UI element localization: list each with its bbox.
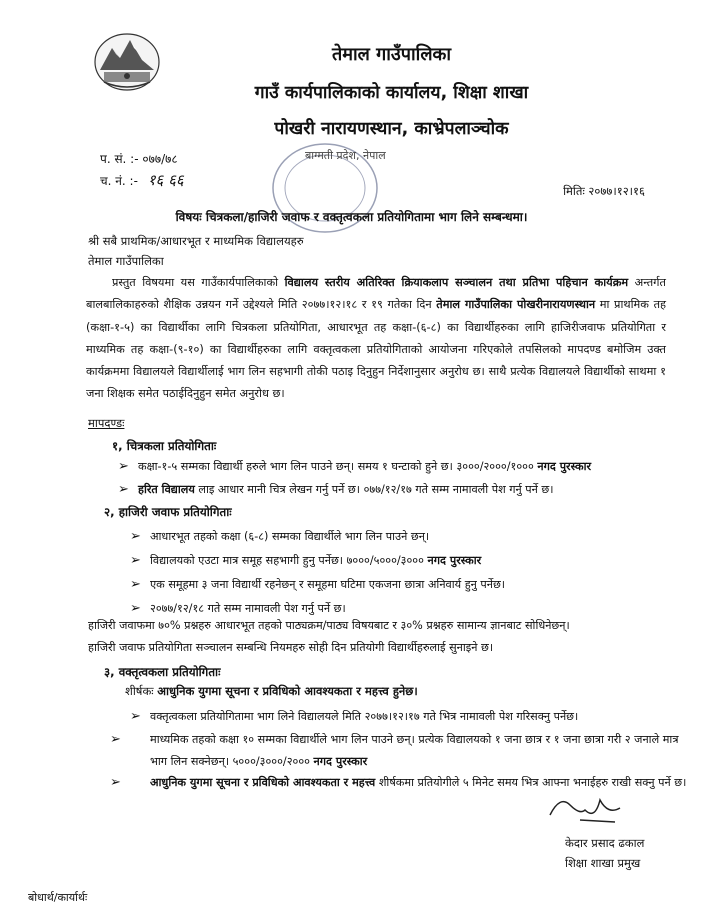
- section2-note1: हाजिरी जवाफमा ७०% प्रश्नहरु आधारभूत तहको पाठ्यक्रम/पाठ्य विषयबाट र ३०% प्रश्नहरु सामान्य ज्ञानबाट सोधिनेछन्।: [88, 619, 570, 632]
- arrow-icon: ➢: [130, 709, 141, 724]
- arrow-icon: ➢: [130, 529, 141, 544]
- patra-sankhya: प. सं. :- ०७७/७८: [100, 152, 178, 166]
- letter-date: मितिः २०७७।१२।१६: [563, 184, 645, 198]
- arrow-icon: ➢: [118, 459, 129, 474]
- body-paragraph: प्रस्तुत विषयमा यस गाउँकार्यपालिकाको विद्यालय स्तरीय अतिरिक्त क्रियाकलाप सञ्चालन तथा प्रतिभा पहिचान कार्यक्रम अन्तर्गत बालबालिकाहरुको शैक्षिक उन्नयन गर्ने उद्देश्यले मिति २०७७।१२।१८ र १९ गतेका दिन तेमाल गाउँपालिका पोखरीनारायणस्थान मा प्राथमिक तह (कक्षा-१-५) का विद्यार्थीका लागि चित्रकला प्रतियोगिता, आधारभूत तह कक्षा-(६-८) का विद्यार्थीहरुका लागि हाजिरीजवाफ प्रतियोगिता र माध्यमिक तह कक्षा-(९-१०) का विद्यार्थीहरुका लागि वक्तृत्वकला प्रतियोगिताको आयोजना गरिएकोले तपसिलको मापदण्ड बमोजिम उक्त कार्यक्रममा विद्यालयले विद्यार्थीलाई भाग लिन सहभागी तोकी पठाइ दिनुहुन निर्देशानुसार अनुरोध छ। साथै प्रत्येक विद्यालयले विद्यार्थीको साथमा १ जना शिक्षक समेत पठाईदिनुहुन समेत अनुरोध छ।: [86, 276, 667, 401]
- section2-title: २, हाजिरी जवाफ प्रतियोगिताः: [104, 505, 232, 519]
- arrow-icon: ➢: [130, 577, 141, 592]
- addressee-line2: तेमाल गाउँपालिका: [88, 254, 164, 268]
- letter-subject: विषयः चित्रकला/हाजिरी जवाफ र वक्तृत्वकला प्रतियोगितामा भाग लिने सम्बन्धमा।: [175, 210, 528, 224]
- arrow-icon: ➢: [130, 601, 141, 616]
- addressee-line1: श्री सबै प्राथमिक/आधारभूत र माध्यमिक विद्यालयहरु: [88, 234, 304, 248]
- section2-bullet1: ➢ आधारभूत तहको कक्षा (६-८) सम्मका विद्यार्थीले भाग लिन पाउने छन्।: [130, 526, 675, 548]
- section3-bullet3: ➢ आधुनिक युगमा सूचना र प्रविधिको आवश्यकता र महत्त्व शीर्षकमा प्रतियोगीले ५ मिनेट समय भित्र आफ्ना भनाईहरु राखी सक्नु पर्ने छ।: [130, 772, 695, 794]
- section2-bullet4: ➢ २०७७/१२/१८ गते सम्म नामावली पेश गर्नु पर्ने छ।: [130, 598, 675, 620]
- signature-mark: [540, 790, 640, 830]
- section1-bullet2: ➢ हरित विद्यालय लाइ आधार मानी चित्र लेखन गर्नु पर्ने छ। ०७७/१२/१७ गते सम्म नामावली पेश गर्नु पर्ने छ।: [118, 479, 678, 501]
- stamp-text: बाग्मती प्रदेश, नेपाल: [305, 149, 386, 162]
- signer-title: शिक्षा शाखा प्रमुख: [565, 856, 641, 870]
- office-address: पोखरी नारायणस्थान, काभ्रेपलाञ्चोक: [274, 119, 509, 139]
- section3-title: ३, वक्तृत्वकला प्रतियोगिताः: [104, 665, 221, 679]
- section2-bullet2: ➢ विद्यालयको एउटा मात्र समूह सहभागी हुनु पर्नेछ। ७०००/५०००/३००० नगद पुरस्कार: [130, 550, 675, 572]
- office-subtitle: गाउँ कार्यपालिकाको कार्यालय, शिक्षा शाखा: [254, 83, 529, 103]
- section3-topic: शीर्षकः आधुनिक युगमा सूचना र प्रविधिको आवश्यकता र महत्त्व हुनेछ।: [125, 684, 418, 698]
- section2-note2: हाजिरी जवाफ प्रतियोगिता सञ्चालन सम्बन्धि नियमहरु सोही दिन प्रतियोगी विद्यार्थीहरुलाई सुनाइने छ।: [88, 641, 494, 654]
- section1-title: १, चित्रकला प्रतियोगिताः: [112, 439, 217, 453]
- cc-label: बोधार्थ/कार्यार्थः: [28, 891, 88, 904]
- arrow-icon: ➢: [110, 775, 121, 790]
- section1-bullet1: ➢ कक्षा-१-५ सम्मका विद्यार्थी हरुले भाग लिन पाउने छन्। समय १ घन्टाको हुने छ। ३०००/२०००/१००० नगद पुरस्कार: [118, 456, 678, 478]
- chalani-label: च. नं. :-: [100, 174, 138, 188]
- arrow-icon: ➢: [118, 482, 129, 497]
- section2-bullet3: ➢ एक समूहमा ३ जना विद्यार्थी रहनेछन् र समूहमा घटिमा एकजना छात्रा अनिवार्य हुनु पर्नेछ।: [130, 574, 675, 596]
- section3-bullet2: ➢ माध्यमिक तहको कक्षा १० सम्मका विद्यार्थीले भाग लिन पाउने छन्। प्रत्येक विद्यालयको १ जना छात्र र १ जना छात्रा गरी २ जनाले मात्र भाग लिन सक्नेछन्। ५०००/३०००/२००० नगद पुरस्कार: [130, 729, 695, 773]
- chalani-number: [100, 170, 184, 190]
- chalani-value: १६ ६६: [147, 171, 184, 189]
- section3-bullet1: ➢ वक्तृत्वकला प्रतियोगितामा भाग लिने विद्यालयले मिति २०७७।१२।१७ गते भित्र नामावली पेश गरिसक्नु पर्नेछ।: [130, 706, 675, 728]
- criteria-label: मापदण्डः: [88, 416, 125, 430]
- office-name: तेमाल गाउँपालिका: [331, 44, 452, 65]
- signer-name: केदार प्रसाद ढकाल: [565, 836, 645, 850]
- arrow-icon: ➢: [130, 553, 141, 568]
- arrow-icon: ➢: [110, 732, 121, 747]
